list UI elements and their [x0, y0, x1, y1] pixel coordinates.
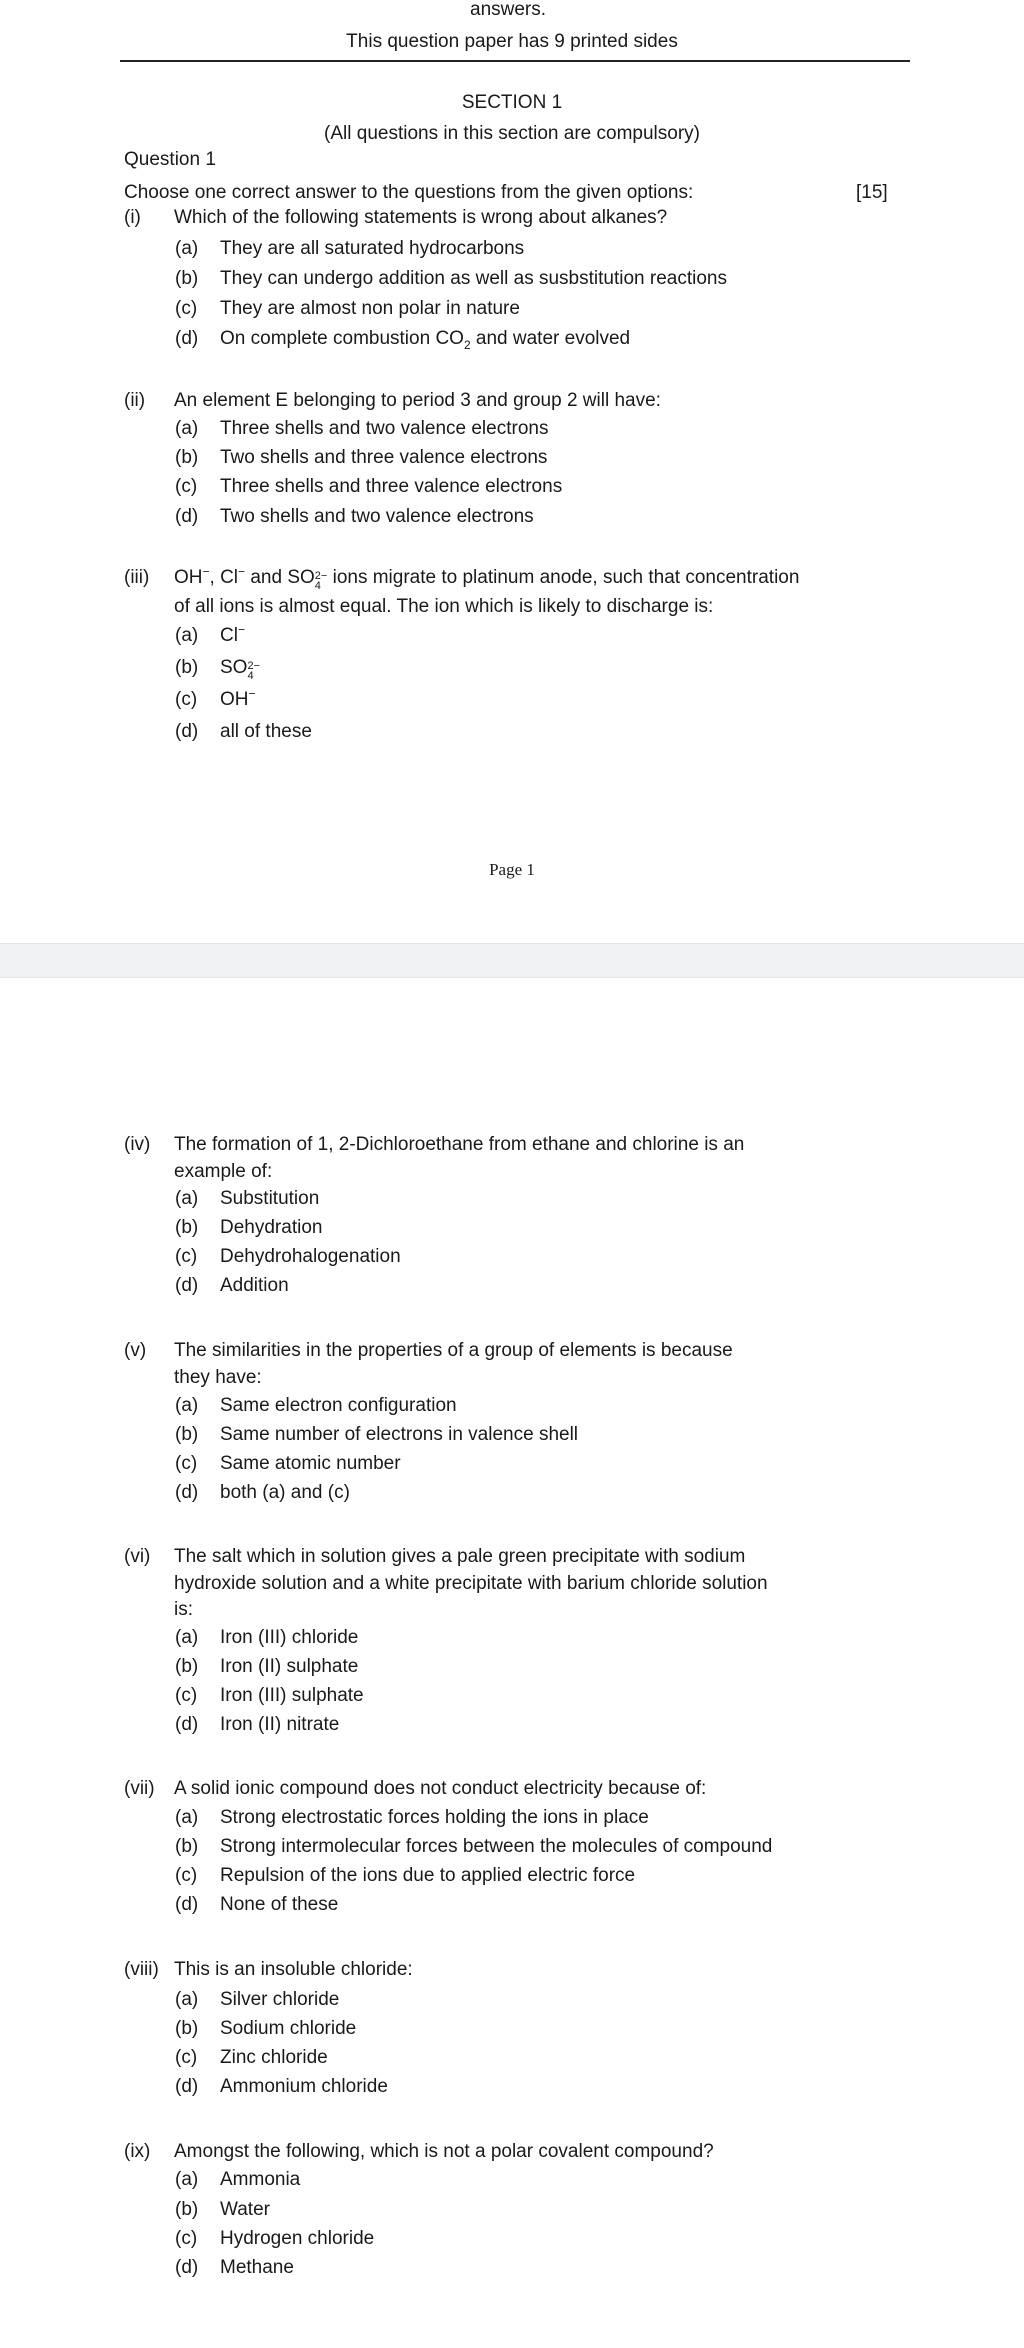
option-text: Dehydrohalogenation [220, 1246, 401, 1267]
option-label: (a) [175, 1627, 199, 1648]
question-number: (iii) [124, 567, 150, 588]
option-label: (a) [175, 1807, 199, 1828]
option-text: Water [220, 2199, 270, 2220]
question-text-line3: is: [174, 1599, 193, 1620]
question-number: (vii) [124, 1778, 155, 1799]
question-text [174, 566, 799, 591]
ion: OH [220, 689, 249, 710]
question-number: (v) [124, 1340, 147, 1361]
option-label: (d) [175, 721, 199, 742]
option-text: Strong intermolecular forces between the molecules of compound [220, 1836, 773, 1857]
option-text [220, 656, 260, 681]
header-rule [120, 60, 910, 62]
top-cut-text: answers. [470, 0, 547, 20]
option-label: (a) [175, 1989, 199, 2010]
option-text: Same number of electrons in valence shell [220, 1424, 579, 1445]
marks: [15] [856, 182, 888, 203]
ion-charge: − [237, 622, 245, 637]
option-label: (d) [175, 1894, 199, 1915]
option-label: (a) [175, 1395, 199, 1416]
subscript: 4 [314, 580, 321, 592]
option-label: (a) [175, 2169, 199, 2190]
question-text: An element E belonging to period 3 and group 2 will have: [174, 390, 661, 411]
option-text: Same electron configuration [220, 1395, 457, 1416]
question-text-line2: hydroxide solution and a white precipitate with barium chloride solution [174, 1573, 768, 1594]
option-label: (c) [175, 1685, 198, 1706]
ion-charge: 2− [314, 570, 328, 582]
option-label: (b) [175, 657, 199, 678]
option-text: Hydrogen chloride [220, 2228, 375, 2249]
option-text [220, 624, 245, 648]
option-text: Iron (II) nitrate [220, 1714, 340, 1735]
option-text: Iron (II) sulphate [220, 1656, 359, 1677]
section-note: (All questions in this section are compulsory) [324, 123, 700, 144]
option-text: Silver chloride [220, 1989, 340, 2010]
subscript: 4 [247, 670, 254, 682]
question-text: This is an insoluble chloride: [174, 1959, 413, 1980]
option-label: (b) [175, 1656, 199, 1677]
option-text: None of these [220, 1894, 339, 1915]
option-label: (b) [175, 268, 199, 289]
option-text: Three shells and three valence electrons [220, 476, 563, 497]
option-label: (b) [175, 1217, 199, 1238]
separator: and [245, 567, 288, 588]
ion-oh: OH [174, 567, 203, 588]
option-text: They are almost non polar in nature [220, 298, 520, 319]
option-label: (c) [175, 298, 198, 319]
option-label: (c) [175, 689, 198, 710]
question-text: A solid ionic compound does not conduct electricity because of: [174, 1778, 707, 1799]
option-label: (b) [175, 1836, 199, 1857]
option-text: Ammonia [220, 2169, 301, 2190]
option-label: (c) [175, 2228, 198, 2249]
question-text-rest: ions migrate to platinum anode, such that concentration [327, 567, 800, 588]
option-text: Zinc chloride [220, 2047, 328, 2068]
option-text: They can undergo addition as well as susbstitution reactions [220, 268, 727, 289]
ion-sub-sup [247, 661, 260, 681]
option-label: (b) [175, 447, 199, 468]
option-text: all of these [220, 721, 312, 742]
ion-charge: − [248, 686, 256, 701]
option-label: (a) [175, 418, 199, 439]
option-text [220, 688, 256, 712]
option-label: (b) [175, 1424, 199, 1445]
question-number: (i) [124, 207, 141, 228]
option-label: (a) [175, 625, 199, 646]
option-text: Ammonium chloride [220, 2076, 388, 2097]
option-text: Iron (III) chloride [220, 1627, 359, 1648]
question-text: Amongst the following, which is not a polar covalent compound? [174, 2141, 714, 2162]
question-number: (iv) [124, 1134, 151, 1155]
option-text: Iron (III) sulphate [220, 1685, 364, 1706]
option-text: Repulsion of the ions due to applied electric force [220, 1865, 636, 1886]
option-text: Dehydration [220, 1217, 323, 1238]
question-text: Which of the following statements is wrong about alkanes? [174, 207, 668, 228]
ion-charge: 2− [247, 660, 260, 672]
option-text: Methane [220, 2257, 294, 2278]
separator: , [209, 567, 221, 588]
option-text: They are all saturated hydrocarbons [220, 238, 525, 259]
option-label: (d) [175, 2257, 199, 2278]
question-text-line2: example of: [174, 1161, 273, 1182]
page-1 [0, 0, 1024, 943]
option-text: Addition [220, 1275, 289, 1296]
option-text: Sodium chloride [220, 2018, 357, 2039]
ion-cl: Cl [220, 567, 239, 588]
question-number: (ix) [124, 2141, 151, 2162]
section-title: SECTION 1 [461, 92, 563, 113]
question-label: Question 1 [124, 149, 216, 170]
question-text: The salt which in solution gives a pale green precipitate with sodium [174, 1546, 746, 1567]
page-2 [0, 978, 1024, 2348]
option-label: (d) [175, 2076, 199, 2097]
option-label: (d) [175, 1714, 199, 1735]
option-label: (c) [175, 1246, 198, 1267]
option-text [220, 327, 630, 351]
option-label: (a) [175, 1188, 199, 1209]
page-footer: Page 1 [489, 860, 535, 879]
instruction: Choose one correct answer to the questions from the given options: [124, 182, 694, 203]
option-label: (c) [175, 1453, 198, 1474]
option-text-post: and water evolved [470, 328, 631, 349]
ion-charge: − [238, 564, 246, 579]
option-label: (c) [175, 476, 198, 497]
option-text: Two shells and three valence electrons [220, 447, 548, 468]
option-text: Strong electrostatic forces holding the ions in place [220, 1807, 649, 1828]
option-text: Two shells and two valence electrons [220, 506, 534, 527]
option-label: (d) [175, 328, 199, 349]
option-text: Substitution [220, 1188, 320, 1209]
option-label: (d) [175, 506, 199, 527]
question-text-line2: of all ions is almost equal. The ion which is likely to discharge is: [174, 596, 714, 617]
question-number: (ii) [124, 390, 146, 411]
ion-charge: − [202, 564, 210, 579]
option-text: Same atomic number [220, 1453, 401, 1474]
option-label: (d) [175, 1482, 199, 1503]
question-text: The similarities in the properties of a group of elements is because [174, 1340, 733, 1361]
question-text: The formation of 1, 2-Dichloroethane from ethane and chlorine is an [174, 1134, 745, 1155]
question-number: (viii) [124, 1959, 159, 1980]
ion: SO [220, 657, 248, 678]
option-label: (c) [175, 1865, 198, 1886]
option-text: both (a) and (c) [220, 1482, 350, 1503]
ion-so4: SO [287, 567, 315, 588]
question-text-line2: they have: [174, 1367, 262, 1388]
ion-sub-sup [315, 571, 328, 591]
option-text: Three shells and two valence electrons [220, 418, 549, 439]
option-text-pre: On complete combustion CO [220, 328, 464, 349]
ion: Cl [220, 625, 238, 646]
option-label: (b) [175, 2018, 199, 2039]
option-label: (b) [175, 2199, 199, 2220]
option-label: (a) [175, 238, 199, 259]
question-number: (vi) [124, 1546, 151, 1567]
subscript: 2 [463, 337, 471, 352]
page-separator [0, 943, 1024, 978]
option-label: (c) [175, 2047, 198, 2068]
option-label: (d) [175, 1275, 199, 1296]
paper-header: This question paper has 9 printed sides [346, 31, 678, 52]
